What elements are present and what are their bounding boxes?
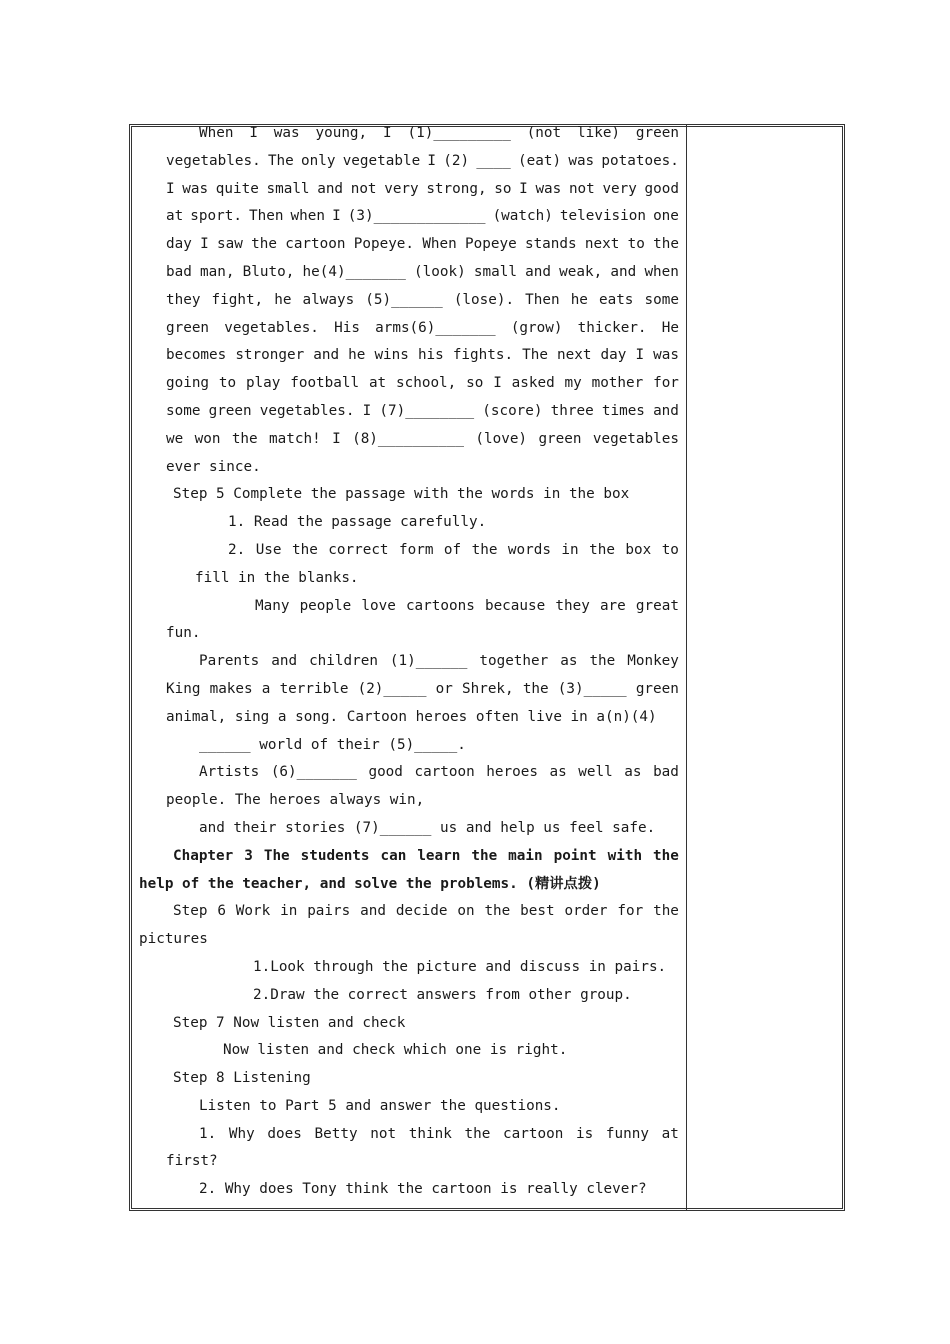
word: the bbox=[653, 236, 679, 253]
word: a bbox=[261, 680, 271, 697]
step-8-question-1 bbox=[199, 1121, 679, 1149]
word: for bbox=[617, 903, 644, 920]
word: fight, bbox=[211, 291, 264, 308]
word: funny bbox=[605, 1125, 649, 1142]
word: three bbox=[550, 402, 594, 419]
passage-2-line: and their stories (7)______ us and help us feel safe. bbox=[199, 819, 656, 836]
word: order bbox=[564, 903, 608, 920]
word: the bbox=[589, 541, 615, 558]
word: (grow) bbox=[510, 319, 563, 336]
word: decide bbox=[395, 903, 448, 920]
word: the bbox=[471, 541, 498, 558]
word: love bbox=[361, 597, 396, 614]
word: and bbox=[313, 347, 340, 364]
word: asked bbox=[511, 375, 555, 392]
word: I bbox=[427, 152, 437, 169]
step-8-title: Step 8 Listening bbox=[173, 1070, 311, 1087]
word: words bbox=[507, 541, 551, 558]
word: he bbox=[348, 347, 366, 364]
passage-1-line bbox=[166, 315, 679, 343]
word: (look) bbox=[414, 263, 466, 280]
word: learn bbox=[417, 847, 461, 864]
step-5-item-2-cont: fill in the blanks. bbox=[195, 569, 359, 586]
word: man, bbox=[200, 263, 235, 280]
passage-1-line bbox=[166, 231, 679, 259]
word: weak, bbox=[559, 263, 603, 280]
word: the bbox=[522, 680, 549, 697]
passage-2-line bbox=[199, 759, 679, 787]
word: (eat) bbox=[518, 152, 562, 169]
word: vegetables. bbox=[166, 152, 261, 169]
word: play bbox=[245, 375, 281, 392]
word: (8)__________ bbox=[352, 430, 464, 447]
word: with bbox=[607, 847, 643, 864]
word: television bbox=[559, 208, 646, 225]
step-7 bbox=[139, 1010, 679, 1066]
word: very bbox=[602, 180, 637, 197]
word: not bbox=[350, 180, 377, 197]
word: (7)________ bbox=[379, 402, 475, 419]
word: 6 bbox=[217, 903, 226, 920]
word: in bbox=[561, 541, 579, 558]
word: 3 bbox=[244, 847, 253, 864]
lesson-content bbox=[139, 120, 679, 1204]
word: in bbox=[280, 903, 298, 920]
word: (2) bbox=[443, 152, 470, 169]
word: one bbox=[653, 208, 679, 225]
word: the bbox=[471, 847, 498, 864]
word: students bbox=[300, 847, 370, 864]
passage-1-line bbox=[166, 203, 679, 231]
word: (score) bbox=[482, 402, 543, 419]
word: vegetables. bbox=[259, 402, 355, 419]
passage-2-line: ______ world of their (5)_____. bbox=[199, 736, 466, 753]
word: I bbox=[166, 180, 175, 197]
word: great bbox=[635, 597, 679, 614]
word: Step bbox=[173, 903, 208, 920]
word: think bbox=[408, 1125, 452, 1142]
word: young, bbox=[315, 125, 368, 141]
word: (not bbox=[526, 125, 562, 141]
word: times bbox=[601, 402, 645, 419]
word: next bbox=[557, 347, 592, 364]
word: Betty bbox=[314, 1125, 358, 1142]
word: strong, bbox=[426, 180, 487, 197]
word: ____ bbox=[476, 152, 511, 169]
word: day bbox=[600, 347, 627, 364]
word: was bbox=[535, 180, 562, 197]
step-5 bbox=[139, 481, 679, 592]
word: King bbox=[166, 680, 201, 697]
word: small bbox=[266, 180, 310, 197]
word: green bbox=[208, 402, 252, 419]
word: very bbox=[384, 180, 419, 197]
word: well bbox=[578, 764, 613, 781]
passage-2-line: fun. bbox=[166, 625, 201, 642]
word: the bbox=[251, 236, 277, 253]
word: mother bbox=[591, 375, 644, 392]
step-5-item-2 bbox=[228, 537, 679, 565]
word: stands bbox=[524, 236, 577, 253]
word: main bbox=[508, 847, 543, 864]
word: the bbox=[484, 903, 511, 920]
word: Then bbox=[525, 291, 560, 308]
word: Bluto, bbox=[242, 263, 295, 280]
word: 2. bbox=[228, 541, 246, 558]
word: we bbox=[166, 430, 184, 447]
word: sport. bbox=[190, 208, 242, 225]
word: is bbox=[576, 1125, 594, 1142]
word: and bbox=[271, 653, 298, 670]
step-8 bbox=[139, 1065, 679, 1204]
word: green bbox=[635, 680, 679, 697]
word: children bbox=[309, 653, 378, 670]
word: The bbox=[267, 152, 294, 169]
word: the bbox=[231, 430, 258, 447]
passage-2-line bbox=[255, 593, 679, 621]
word: cartoon bbox=[503, 1125, 564, 1142]
word: he bbox=[570, 291, 588, 308]
word: the bbox=[653, 903, 679, 920]
word: Use bbox=[255, 541, 282, 558]
word: on bbox=[457, 903, 475, 920]
passage-1-line bbox=[166, 426, 679, 454]
passage-1-line bbox=[166, 287, 679, 315]
word: school, bbox=[396, 375, 457, 392]
word: the bbox=[291, 541, 318, 558]
word: quite bbox=[215, 180, 259, 197]
word: for bbox=[653, 375, 679, 392]
word: the bbox=[653, 847, 679, 864]
step-8-text: Listen to Part 5 and answer the questions. bbox=[199, 1097, 561, 1114]
word: Why bbox=[228, 1125, 255, 1142]
word: Popeye bbox=[465, 236, 517, 253]
word: I bbox=[635, 347, 645, 364]
word: (3)_____ bbox=[557, 680, 627, 697]
step-6-title bbox=[173, 898, 679, 926]
word: eats bbox=[598, 291, 634, 308]
word: Many bbox=[255, 597, 290, 614]
word: arms(6)_______ bbox=[375, 319, 496, 336]
word: His bbox=[334, 319, 360, 336]
word: Monkey bbox=[627, 653, 679, 670]
step-5-item-1: 1. Read the passage carefully. bbox=[228, 514, 487, 531]
passage-2-line: people. The heroes always win, bbox=[166, 792, 425, 809]
word: vegetable bbox=[342, 152, 421, 169]
passage-1-line bbox=[166, 398, 679, 426]
word: like) bbox=[577, 125, 621, 141]
word: was bbox=[568, 152, 595, 169]
word: Artists bbox=[199, 764, 260, 781]
word: becomes bbox=[166, 347, 227, 364]
word: wins bbox=[374, 347, 409, 364]
word: people bbox=[299, 597, 352, 614]
chapter-3-heading bbox=[173, 843, 679, 871]
word: (watch) bbox=[492, 208, 553, 225]
word: good bbox=[368, 764, 403, 781]
word: (1)_________ bbox=[407, 125, 511, 141]
passage-1 bbox=[139, 120, 679, 481]
word: Work bbox=[235, 903, 271, 920]
word: box bbox=[625, 541, 652, 558]
word: makes bbox=[209, 680, 253, 697]
word: or bbox=[435, 680, 453, 697]
passage-1-line bbox=[166, 148, 679, 176]
word: my bbox=[564, 375, 582, 392]
word: green bbox=[538, 430, 582, 447]
word: The bbox=[263, 847, 290, 864]
word: (1)______ bbox=[389, 653, 468, 670]
word: cartoon bbox=[414, 764, 475, 781]
word: because bbox=[484, 597, 546, 614]
word: I bbox=[332, 208, 341, 225]
passage-1-line bbox=[199, 120, 679, 148]
word: going bbox=[166, 375, 210, 392]
step-7-title: Step 7 Now listen and check bbox=[173, 1014, 406, 1031]
word: not bbox=[568, 180, 595, 197]
word: as bbox=[624, 764, 642, 781]
word: best bbox=[520, 903, 555, 920]
word: and bbox=[317, 180, 344, 197]
word: can bbox=[380, 847, 407, 864]
word: Then bbox=[249, 208, 284, 225]
word: the bbox=[464, 1125, 491, 1142]
word: Parents bbox=[199, 653, 260, 670]
word: some bbox=[644, 291, 679, 308]
word: bad bbox=[653, 764, 679, 781]
word: was bbox=[273, 125, 300, 141]
word: at bbox=[368, 375, 387, 392]
passage-2-line bbox=[166, 676, 679, 704]
word: 1. bbox=[199, 1125, 217, 1142]
word: bad bbox=[166, 263, 192, 280]
passage-1-line bbox=[166, 370, 679, 398]
word: He bbox=[661, 319, 679, 336]
word: match! bbox=[269, 430, 321, 447]
word: When bbox=[199, 125, 234, 141]
word: day bbox=[166, 236, 192, 253]
word: green bbox=[635, 125, 679, 141]
word: as bbox=[560, 653, 578, 670]
word: (love) bbox=[475, 430, 528, 447]
word: The bbox=[522, 347, 548, 364]
passage-2-line: animal, sing a song. Cartoon heroes often live in a(n)(4) bbox=[166, 708, 657, 725]
word: was bbox=[182, 180, 209, 197]
word: vegetables. bbox=[224, 319, 319, 336]
word: Shrek, bbox=[462, 680, 514, 697]
word: terrible bbox=[279, 680, 349, 697]
word: thicker. bbox=[577, 319, 647, 336]
word: I bbox=[383, 125, 392, 141]
word: pairs bbox=[307, 903, 351, 920]
column-divider bbox=[686, 124, 687, 1211]
word: only bbox=[301, 152, 336, 169]
word: (lose). bbox=[453, 291, 515, 308]
word: stronger bbox=[235, 347, 305, 364]
word: vegetables bbox=[592, 430, 679, 447]
word: I bbox=[493, 375, 502, 392]
passage-2 bbox=[139, 593, 679, 843]
word: correct bbox=[328, 541, 389, 558]
word: to bbox=[661, 541, 679, 558]
word: when bbox=[290, 208, 325, 225]
word: was bbox=[653, 347, 679, 364]
word: at bbox=[166, 208, 184, 225]
passage-2-line bbox=[199, 648, 679, 676]
word: does bbox=[267, 1125, 302, 1142]
word: When bbox=[422, 236, 457, 253]
word: I bbox=[332, 430, 341, 447]
word: the bbox=[589, 653, 616, 670]
word: at bbox=[661, 1125, 679, 1142]
word: I bbox=[362, 402, 372, 419]
word: cartoons bbox=[405, 597, 475, 614]
word: football bbox=[290, 375, 360, 392]
step-6-item-1: 1.Look through the picture and discuss in pairs. bbox=[253, 958, 667, 975]
passage-1-line bbox=[166, 176, 679, 204]
step-5-title: Step 5 Complete the passage with the words in the box bbox=[173, 486, 630, 503]
word: are bbox=[599, 597, 626, 614]
word: I bbox=[249, 125, 258, 141]
word: as bbox=[549, 764, 567, 781]
word: and bbox=[653, 402, 679, 419]
word: he bbox=[274, 291, 292, 308]
word: fights. bbox=[452, 347, 514, 364]
word: to bbox=[627, 236, 645, 253]
word: they bbox=[166, 291, 201, 308]
word: good bbox=[644, 180, 679, 197]
word: some bbox=[166, 402, 201, 419]
step-8-question-1-cont: first? bbox=[166, 1153, 218, 1170]
word: so bbox=[494, 180, 512, 197]
word: (2)_____ bbox=[357, 680, 427, 697]
word: and bbox=[610, 263, 637, 280]
word: saw bbox=[217, 236, 243, 253]
word: so bbox=[466, 375, 484, 392]
word: they bbox=[555, 597, 590, 614]
word: together bbox=[479, 653, 549, 670]
word: I bbox=[200, 236, 209, 253]
word: point bbox=[553, 847, 597, 864]
chapter-3-heading-cont: help of the teacher, and solve the problems. (精讲点拨) bbox=[139, 875, 601, 892]
word: Popeye. bbox=[353, 236, 415, 253]
word: not bbox=[370, 1125, 397, 1142]
word: his bbox=[417, 347, 444, 364]
word: he(4)_______ bbox=[302, 263, 406, 280]
word: next bbox=[584, 236, 620, 253]
word: small bbox=[473, 263, 517, 280]
chapter-3 bbox=[139, 843, 679, 899]
word: heroes bbox=[486, 764, 538, 781]
word: when bbox=[644, 263, 679, 280]
step-6-item-2: 2.Draw the correct answers from other group. bbox=[253, 986, 632, 1003]
word: (6)_______ bbox=[270, 764, 357, 781]
word: always bbox=[302, 291, 355, 308]
word: of bbox=[443, 541, 462, 558]
word: potatoes. bbox=[601, 152, 679, 169]
word: green bbox=[166, 319, 210, 336]
word: and bbox=[525, 263, 551, 280]
word: (5)______ bbox=[365, 291, 443, 308]
word: form bbox=[399, 541, 434, 558]
word: I bbox=[519, 180, 528, 197]
word: Chapter bbox=[173, 847, 234, 864]
word: cartoon bbox=[285, 236, 346, 253]
word: won bbox=[194, 430, 221, 447]
step-8-question-2: 2. Why does Tony think the cartoon is really clever? bbox=[199, 1181, 647, 1198]
passage-1-last-line: ever since. bbox=[166, 458, 261, 475]
passage-1-line bbox=[166, 342, 679, 370]
word: and bbox=[360, 903, 386, 920]
passage-1-line bbox=[166, 259, 679, 287]
word: to bbox=[218, 375, 237, 392]
step-7-text: Now listen and check which one is right. bbox=[223, 1042, 568, 1059]
step-6-title-cont: pictures bbox=[139, 931, 208, 948]
step-6 bbox=[139, 898, 679, 1009]
word: (3)_____________ bbox=[347, 208, 486, 225]
